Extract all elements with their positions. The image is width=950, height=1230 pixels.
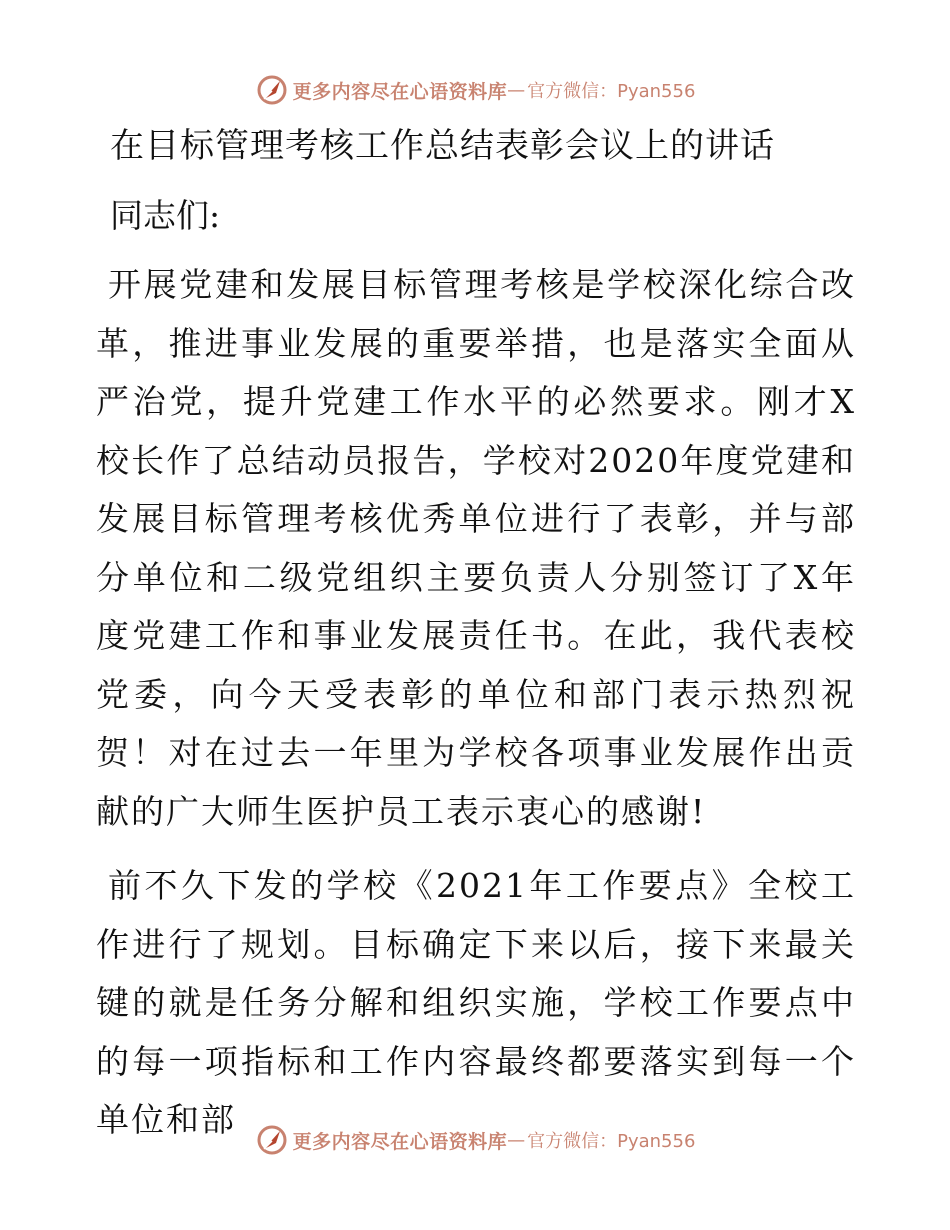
- salutation: 同志们:: [110, 196, 221, 235]
- quill-logo-icon: [255, 1123, 289, 1157]
- banner-text: 更多内容尽在心语资料库: [292, 1130, 508, 1153]
- document-title: 在目标管理考核工作总结表彰会议上的讲话: [110, 126, 775, 166]
- document-body: [96, 120, 856, 1150]
- paragraph-1: 开展党建和发展目标管理考核是学校深化综合改革，推进事业发展的重要举措，也是落实全面从严治党，提升党建工作水平的必然要求。刚才X校长作了总结动员报告，学校对2020年度党建和发展目标管理考核优秀单位进行了表彰，并与部分单位和二级党组织主要负责人分别签订了X年度党建工作和事业发展责任书。在此，我代表校党委，向今天受表彰的单位和部门表示热烈祝贺！对在过去一年里为学校各项事业发展作出贡献的广大师生医护员工表示衷心的感谢!: [96, 265, 856, 831]
- banner-separator: —: [507, 1129, 526, 1151]
- banner-text: 更多内容尽在心语资料库: [292, 80, 508, 103]
- footer-watermark-banner: [0, 1120, 950, 1160]
- banner-separator: —: [507, 79, 526, 101]
- paragraph-2: 前不久下发的学校《2021年工作要点》全校工作进行了规划。目标确定下来以后，接下来最关键的就是任务分解和组织实施，学校工作要点中的每一项指标和工作内容最终都要落实到每一个单位和部: [96, 866, 856, 1139]
- quill-logo-icon: [255, 73, 289, 107]
- header-watermark-banner: [0, 70, 950, 110]
- banner-wechat: 官方微信：Pyan556: [527, 1131, 696, 1152]
- banner-wechat: 官方微信：Pyan556: [527, 81, 696, 102]
